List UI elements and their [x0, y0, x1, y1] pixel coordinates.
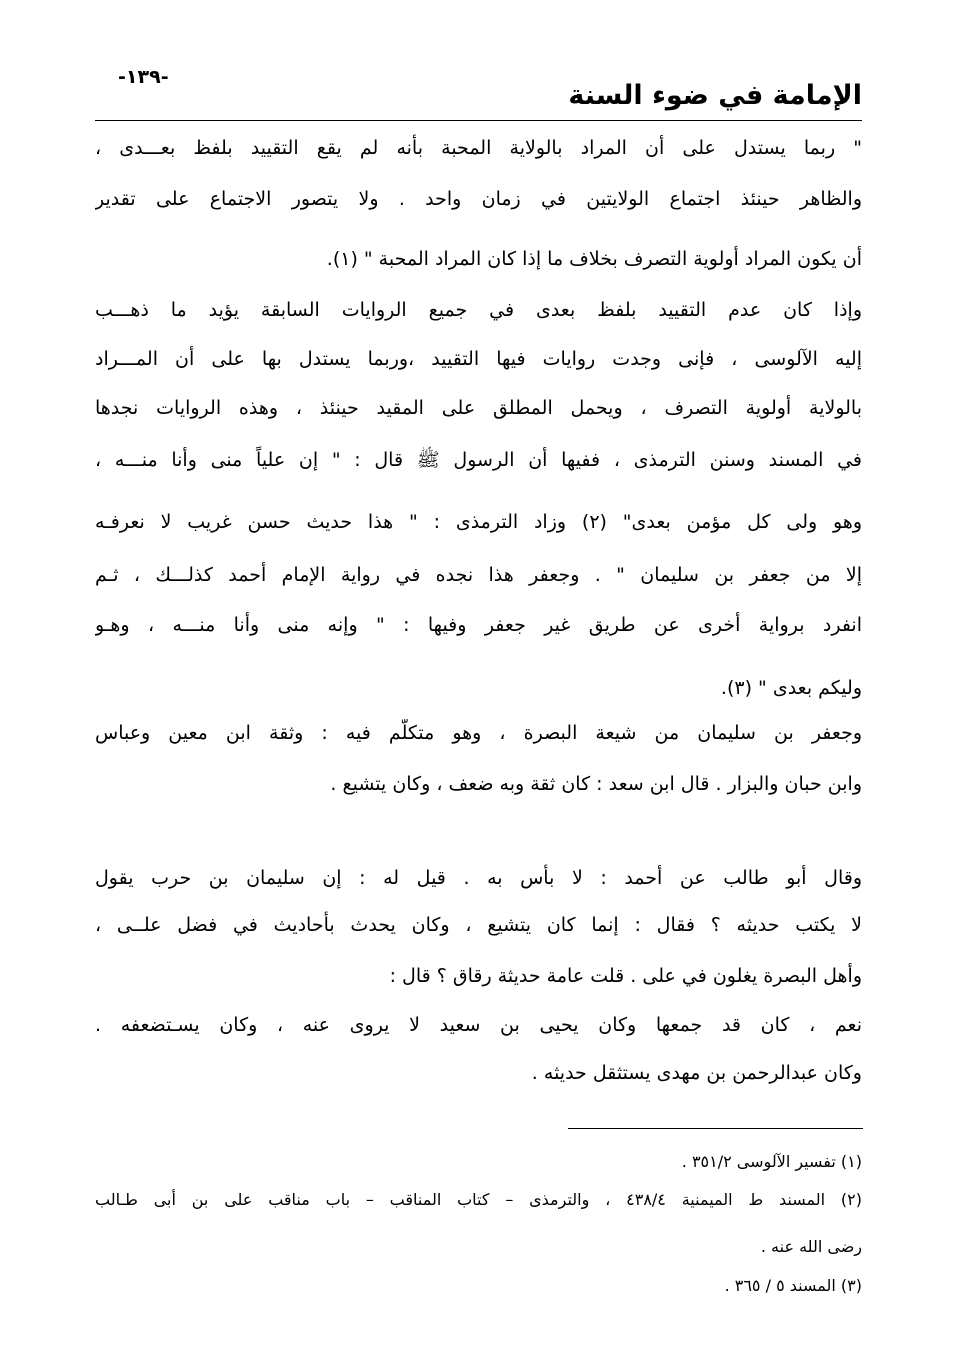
body-line: وقال أبو طالب عن أحمد : لا بأس به . قيل له : إن سليمان بن حرب يقول: [95, 867, 862, 889]
footnote-item: (٢) المسند ط الميمنية ٤٣٨/٤ ، والترمذى – كتاب المناقب – باب مناقب على بن أبى طـالب: [95, 1190, 862, 1209]
body-line: نعم ، كان قد جمعها وكان يحيى بن سعيد لا يروى عنه ، وكان يسـتضعفه .: [95, 1014, 862, 1036]
body-line: وأهل البصرة يغلون في على . قلت عامة حديثة رقاق ؟ قال :: [389, 965, 862, 987]
body-line: وليكم بعدى " (٣).: [720, 677, 862, 699]
body-line: لا يكتب حديثه ؟ فقال : إنما كان يتشيع ، وكان يحدث بأحاديث في فضل علــى ،: [95, 914, 862, 936]
body-line: والظاهر حينئذ اجتماع الولايتين في زمان واحد . ولا يتصور الاجتماع على تقدير: [95, 188, 862, 210]
page-number: -١٣٩-: [118, 66, 169, 88]
footnote-item: (١) تفسير الآلوسى ٣٥١/٢ .: [681, 1152, 862, 1171]
body-line: في المسند وسنن الترمذى ، ففيها أن الرسول ﷺ قال : " إن علياً منى وأنا منـــه ،: [95, 449, 862, 471]
body-line: إلا من جعفر بن سليمان " . وجعفر هذا نجده في رواية الإمام أحمد كذلـــك ، ثـم: [95, 564, 862, 586]
body-line: وجعفر بن سليمان من شيعة البصرة ، وهو متكلّم فيه : وثقة ابن معين وعباس: [95, 722, 862, 744]
footnote-item: (٣) المسند ٥ / ٣٦٥ .: [724, 1276, 862, 1295]
body-line: وإذا كان عدم التقييد بلفظ بعدى في جميع الروايات السابقة يؤيد ما ذهـــب: [95, 299, 862, 321]
footnote-item: رضى الله عنه .: [760, 1237, 862, 1256]
body-line: أن يكون المراد أولوية التصرف بخلاف ما إذا كان المراد المحبة " (١).: [326, 248, 862, 270]
body-line: إليه الآلوسى ، فإنى وجدت روايات فيها التقييد ،وربما يستدل بها على أن المـــراد: [95, 348, 862, 370]
body-line: " ربما يستدل على أن المراد بالولاية المحبة بأنه لم يقع التقييد بلفظ بعـــدى ،: [95, 137, 862, 159]
body-line: انفرد برواية أخرى عن طريق غير جعفر وفيها : " وإنه منى وأنا منـــه ، وهـو: [95, 614, 862, 636]
header-divider: [95, 120, 862, 121]
running-header-title: الإمامة في ضوء السنة: [568, 80, 862, 111]
body-line: وابن حبان والبزار . قال ابن سعد : كان ثقة وبه ضعف ، وكان يتشيع .: [330, 773, 862, 795]
footnote-divider: [568, 1128, 863, 1129]
body-line: بالولاية أولوية التصرف ، ويحمل المطلق على المقيد حينئذ ، وهذه الروايات نجدها: [95, 397, 862, 419]
body-line: وكان عبدالرحمن بن مهدى يستثقل حديثه .: [531, 1062, 862, 1084]
body-line: وهو ولى كل مؤمن بعدى" (٢) وزاد الترمذى : " هذا حديث حسن غريب لا نعرفـه: [95, 511, 862, 533]
